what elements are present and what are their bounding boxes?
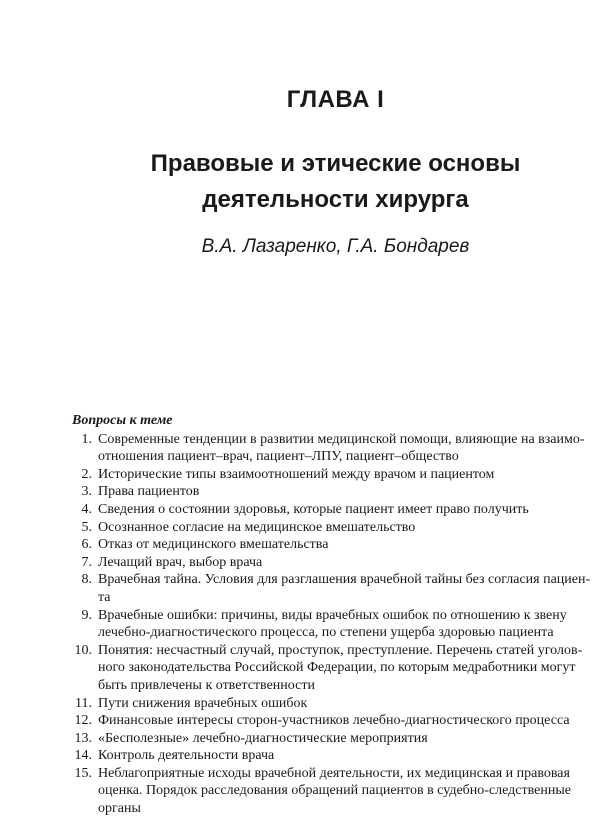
- question-item: [72, 431, 600, 466]
- question-text: [98, 466, 600, 484]
- question-number: 14.: [74, 748, 92, 764]
- question-text: [98, 554, 600, 572]
- chapter-title: [0, 146, 601, 218]
- question-text: [98, 712, 600, 730]
- question-number: 2.: [81, 466, 92, 482]
- question-item: [72, 519, 600, 537]
- question-item: [72, 466, 600, 484]
- question-text-line: та: [98, 589, 111, 605]
- question-text-line: Врачебные ошибки: причины, виды врачебных ошибок по отношению к звену: [98, 607, 567, 623]
- question-number: 10.: [74, 642, 92, 658]
- question-number: 3.: [81, 484, 92, 500]
- chapter-authors: В.А. Лазаренко, Г.А. Бондарев: [201, 236, 470, 257]
- question-text: [98, 747, 600, 765]
- question-number: 7.: [81, 554, 92, 570]
- question-number: 9.: [81, 607, 92, 623]
- question-text: [98, 642, 600, 695]
- question-text-line: Контроль деятельности врача: [98, 748, 275, 764]
- question-text-line: «Бесполезные» лечебно-диагностические мероприятия: [98, 730, 428, 746]
- question-text-line: Лечащий врач, выбор врача: [98, 554, 263, 570]
- question-item: [72, 554, 600, 572]
- question-text-line: Сведения о состоянии здоровья, которые пациент имеет право получить: [98, 501, 529, 517]
- question-item: [72, 695, 600, 713]
- question-text: [98, 607, 600, 642]
- question-text-line: Исторические типы взаимоотношений между врачом и пациентом: [98, 466, 495, 482]
- question-text: [98, 536, 600, 554]
- question-text: [98, 501, 600, 519]
- question-text: [98, 765, 600, 818]
- question-text: [98, 695, 600, 713]
- question-text-line: Права пациентов: [98, 484, 200, 500]
- question-text: [98, 571, 600, 606]
- question-item: [72, 730, 600, 748]
- question-text-line: лечебно-диагностического процесса, по степени ущерба здоровью пациента: [98, 625, 554, 641]
- question-item: [72, 607, 600, 642]
- chapter-label: ГЛАВА I: [286, 86, 385, 113]
- chapter-title-line-2: деятельности хирурга: [202, 186, 469, 213]
- question-text: [98, 730, 600, 748]
- question-text: [98, 483, 600, 501]
- question-item: [72, 536, 600, 554]
- question-text-line: Осознанное согласие на медицинское вмешательство: [98, 519, 416, 535]
- questions-list: [72, 431, 600, 818]
- question-text-line: Врачебная тайна. Условия для разглашения врачебной тайны без согласия пациен-: [98, 572, 591, 588]
- question-item: [72, 501, 600, 519]
- question-text-line: ного законодательства Российской Федерации, по которым медработники могут: [98, 660, 576, 676]
- question-item: [72, 571, 600, 606]
- question-text-line: Финансовые интересы сторон-участников лечебно-диагностического процесса: [98, 713, 570, 729]
- question-text-line: Понятия: несчастный случай, проступок, преступление. Перечень статей уголов-: [98, 642, 583, 658]
- question-text-line: отношения пациент–врач, пациент–ЛПУ, пациент–общество: [98, 449, 459, 465]
- question-text-line: Отказ от медицинского вмешательства: [98, 537, 329, 553]
- question-text-line: Пути снижения врачебных ошибок: [98, 695, 308, 711]
- question-item: [72, 483, 600, 501]
- question-number: 15.: [74, 765, 92, 781]
- question-text-line: органы: [98, 801, 141, 817]
- question-item: [72, 747, 600, 765]
- chapter-title-line-1: Правовые и этические основы: [150, 150, 521, 177]
- question-item: [72, 712, 600, 730]
- question-text: [98, 519, 600, 537]
- topic-questions: [72, 412, 600, 818]
- question-item: [72, 765, 600, 818]
- question-number: 8.: [81, 572, 92, 588]
- question-number: 6.: [81, 537, 92, 553]
- question-number: 1.: [81, 431, 92, 447]
- question-text-line: оценка. Порядок расследования обращений пациентов в судебно-следственные: [98, 783, 571, 799]
- question-item: [72, 642, 600, 695]
- question-text-line: Неблагоприятные исходы врачебной деятельности, их медицинская и правовая: [98, 765, 570, 781]
- question-number: 11.: [75, 695, 92, 711]
- question-text: [98, 431, 600, 466]
- question-text-line: Современные тенденции в развитии медицинской помощи, влияющие на взаимо-: [98, 431, 585, 447]
- question-number: 13.: [74, 730, 92, 746]
- question-number: 12.: [74, 713, 92, 729]
- question-text-line: быть привлечены к ответственности: [98, 677, 315, 693]
- question-number: 4.: [81, 501, 92, 517]
- question-number: 5.: [81, 519, 92, 535]
- questions-heading: Вопросы к теме: [72, 413, 173, 428]
